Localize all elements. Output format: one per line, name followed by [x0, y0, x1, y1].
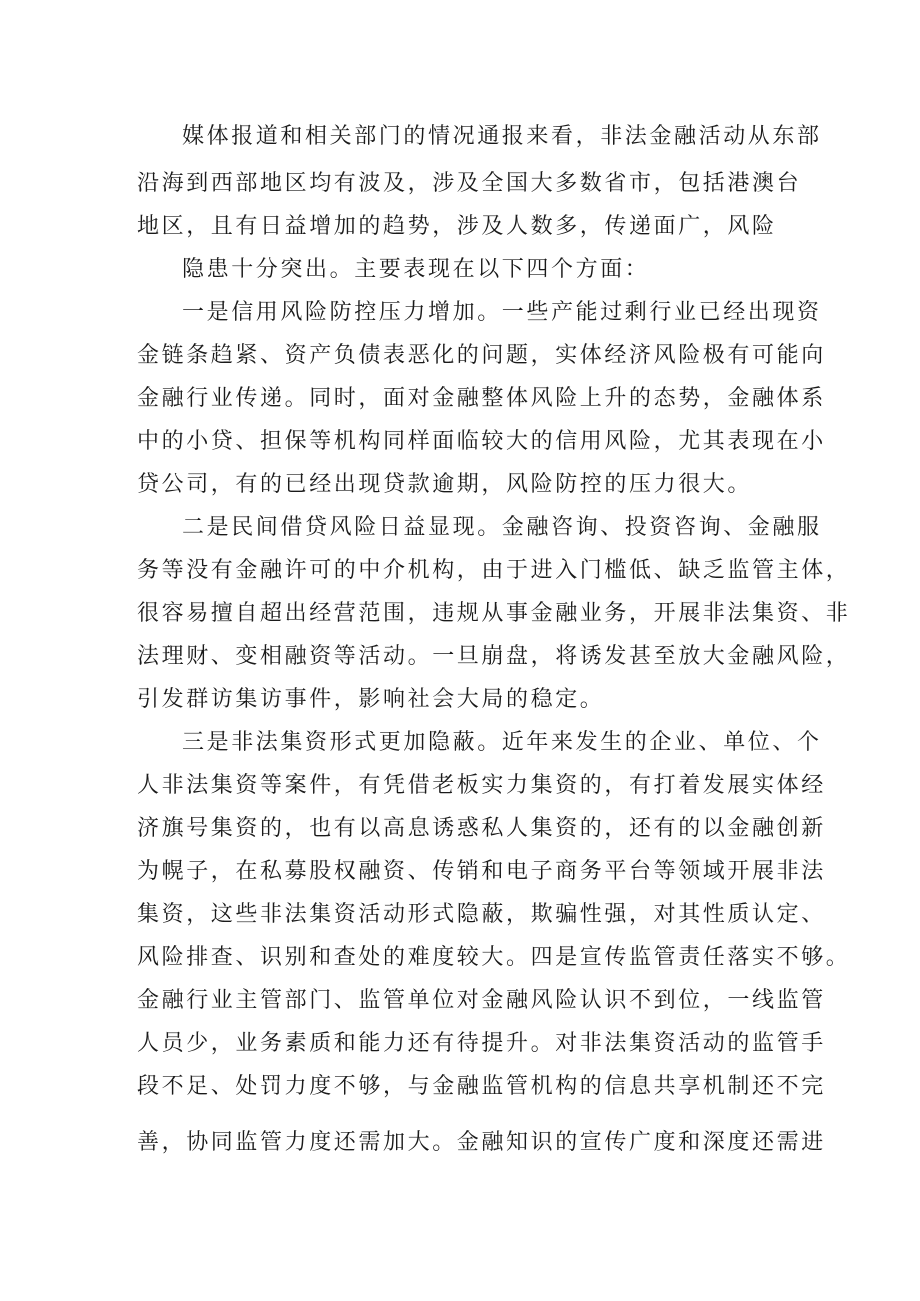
text-line-16: 人非法集资等案件，有凭借老板实力集资的，有打着发展实体经 [137, 773, 826, 798]
text-line-14: 引发群访集访事件，影响社会大局的稳定。 [137, 687, 605, 712]
text-line-7: 金融行业传递。同时，面对金融整体风险上升的态势，金融体系 [137, 386, 826, 411]
text-line-5: 一是信用风险防控压力增加。一些产能过剩行业已经出现资 [182, 300, 822, 325]
text-line-21: 金融行业主管部门、监管单位对金融风险认识不到位，一线监管 [137, 988, 826, 1013]
text-line-12: 很容易擅自超出经营范围，违规从事金融业务，开展非法集资、非 [137, 601, 851, 626]
text-line-18: 为幌子，在私募股权融资、传销和电子商务平台等领域开展非法 [137, 859, 826, 884]
text-line-8: 中的小贷、担保等机构同样面临较大的信用风险，尤其表现在小 [137, 429, 826, 454]
text-line-15: 三是非法集资形式更加隐蔽。近年来发生的企业、单位、个 [182, 730, 822, 755]
text-line-2: 沿海到西部地区均有波及，涉及全国大多数省市，包括港澳台 [137, 171, 802, 196]
text-line-4: 隐患十分突出。主要表现在以下四个方面： [182, 257, 650, 282]
text-line-3: 地区，且有日益增加的趋势，涉及人数多，传递面广，风险 [137, 214, 777, 239]
text-line-17: 济旗号集资的，也有以高息诱惑私人集资的，还有的以金融创新 [137, 816, 826, 841]
text-line-6: 金链条趋紧、资产负债表恶化的问题，实体经济风险极有可能向 [137, 343, 826, 368]
text-line-20: 风险排查、识别和查处的难度较大。四是宣传监管责任落实不够。 [137, 945, 851, 970]
text-line-10: 二是民间借贷风险日益显现。金融咨询、投资咨询、金融服 [182, 515, 822, 540]
text-line-22: 人员少，业务素质和能力还有待提升。对非法集资活动的监管手 [137, 1031, 826, 1056]
text-line-13: 法理财、变相融资等活动。一旦崩盘，将诱发甚至放大金融风险， [137, 644, 851, 669]
text-line-9: 贷公司，有的已经出现贷款逾期，风险防控的压力很大。 [137, 472, 753, 497]
text-line-11: 务等没有金融许可的中介机构，由于进入门槛低、缺乏监管主体， [137, 558, 851, 583]
text-line-23: 段不足、处罚力度不够，与金融监管机构的信息共享机制还不完 [137, 1074, 826, 1099]
text-line-19: 集资，这些非法集资活动形式隐蔽，欺骗性强，对其性质认定、 [137, 902, 826, 927]
text-line-24: 善，协同监管力度还需加大。金融知识的宣传广度和深度还需进 [137, 1130, 826, 1155]
text-line-1: 媒体报道和相关部门的情况通报来看，非法金融活动从东部 [182, 124, 822, 149]
